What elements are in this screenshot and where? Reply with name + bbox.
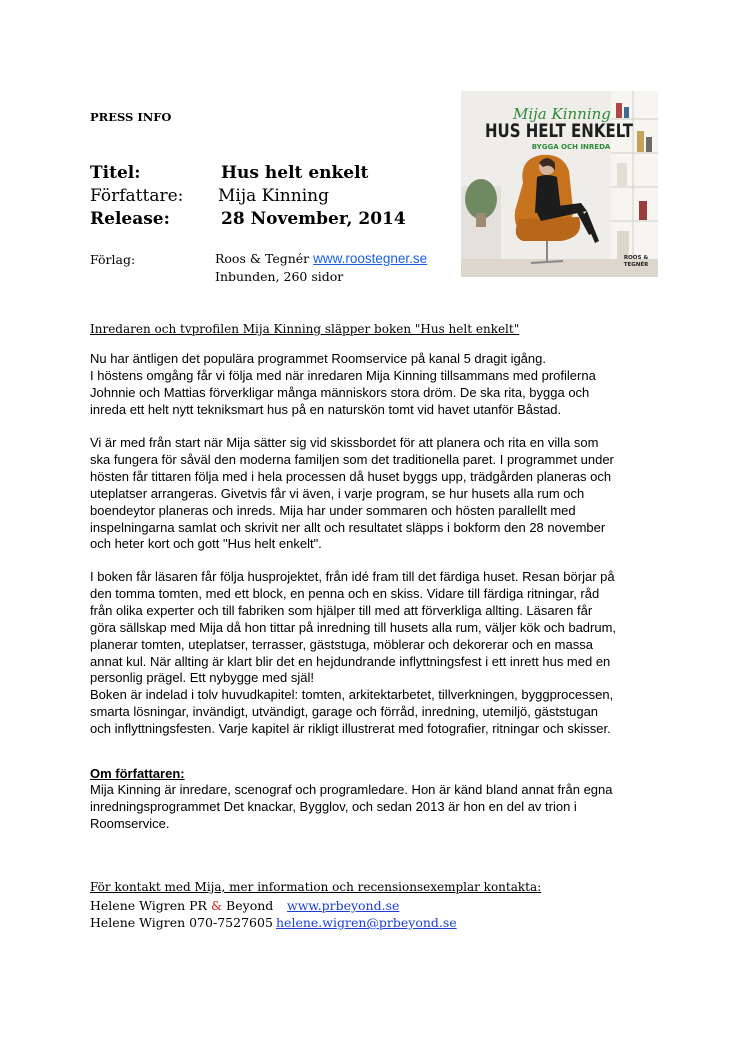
- contact-ampersand: &: [210, 898, 223, 913]
- paragraph-line: I höstens omgång får vi följa med när inredaren Mija Kinning tillsammans med profilerna: [90, 367, 596, 383]
- publisher-url-link[interactable]: www.roostegner.se: [313, 251, 428, 266]
- publisher-line: [215, 251, 427, 266]
- paragraph-line: smarta lösningar, invändigt, utvändigt, garage och förråd, inredning, utemiljö, gäststugan: [90, 704, 599, 720]
- paragraph-line: Johnnie och Mattias förverkligar många människors stora dröm. De ska rita, bygga och: [90, 384, 590, 400]
- about-line: Mija Kinning är inredare, scenograf och programledare. Hon är känd bland annat från egna: [90, 782, 613, 797]
- contact-name-phone: Helene Wigren 070-7527605: [90, 915, 273, 930]
- paragraph-line: hösten får tittaren följa med i hela processen då huset byggs upp, trädgården planeras och: [90, 468, 612, 484]
- paragraph-2: [90, 435, 670, 553]
- author-label: Författare:: [90, 186, 184, 206]
- cover-author-text: Mija Kinning: [513, 105, 611, 123]
- paragraph-3: [90, 569, 670, 738]
- title-value: Hus helt enkelt: [221, 163, 369, 183]
- press-info-label: PRESS INFO: [90, 110, 172, 124]
- contact-line-1: [90, 898, 400, 913]
- contact-email-link[interactable]: helene.wigren@prbeyond.se: [276, 915, 457, 930]
- author-value: Mija Kinning: [218, 186, 329, 206]
- paragraph-line: och heter kort och gott "Hus helt enkelt".: [90, 536, 322, 552]
- paragraph-1: [90, 351, 670, 419]
- paragraph-line: boendeytor planeras och inreds. Mija har under sommaren och hösten parallellt med: [90, 502, 576, 518]
- paragraph-line: ska fungera för såväl den moderna familjen som det traditionella paret. I programmet under: [90, 451, 614, 467]
- publisher-label: Förlag:: [90, 252, 136, 267]
- contact-company-part2: Beyond: [222, 898, 274, 913]
- book-cover-image: [461, 91, 658, 277]
- about-line: Roomservice.: [90, 815, 170, 831]
- contact-heading: För kontakt med Mija, mer information och recensionsexemplar kontakta:: [90, 880, 542, 894]
- cover-publisher-logo-1: ROOS &: [623, 255, 649, 261]
- paragraph-line: den tomma tomten, med ett block, en penna och en skiss. Vidare till färdiga ritningar, råd: [90, 585, 600, 601]
- contact-website-link[interactable]: www.prbeyond.se: [287, 898, 400, 913]
- contact-company-part1: Helene Wigren PR: [90, 898, 211, 913]
- binding-info: Inbunden, 260 sidor: [215, 269, 344, 284]
- intro-heading: Inredaren och tvprofilen Mija Kinning släpper boken "Hus helt enkelt": [90, 322, 520, 336]
- paragraph-line: annat kul. När allting är klart blir det en hejdundrande inflyttningsfest i ett inrett hus med en: [90, 653, 611, 669]
- paragraph-line: Boken är indelad i tolv huvudkapitel: tomten, arkitektarbetet, tillverkningen, byggprocessen,: [90, 687, 614, 703]
- title-label: Titel:: [90, 163, 141, 183]
- about-author-text: [90, 782, 670, 833]
- contact-line-2: [90, 915, 457, 930]
- about-author-heading: Om författaren:: [90, 766, 185, 781]
- paragraph-line: inspelningarna samlat och skrivit ner allt och resultatet släpps i bokform den 28 november: [90, 519, 606, 535]
- paragraph-line: och inflyttningsfesten. Varje kapitel är rikligt illustrerat med fotografier, ritningar och skisser.: [90, 721, 611, 737]
- cover-publisher-logo-2: TEGNÉR: [623, 262, 649, 268]
- cover-title-text: HUS HELT ENKELT: [485, 120, 634, 142]
- release-label: Release:: [90, 209, 170, 229]
- about-line: inredningsprogrammet Det knackar, Bygglov, och sedan 2013 är hon en del av trion i: [90, 798, 577, 814]
- cover-subtitle-text: BYGGA OCH INREDA: [531, 143, 611, 151]
- paragraph-line: Nu har äntligen det populära programmet Roomservice på kanal 5 dragit igång.: [90, 351, 546, 366]
- paragraph-line: från olika experter och till fabriken som hjälper till med att förverkliga allting. Läsaren får: [90, 602, 593, 618]
- paragraph-line: inreda ett helt nytt tekniksmart hus på en naturskön tomt vid havet utanför Båstad.: [90, 401, 562, 417]
- paragraph-line: Vi är med från start när Mija sätter sig vid skissbordet för att planera och rita en villa som: [90, 435, 599, 450]
- release-value: 28 November, 2014: [221, 209, 406, 229]
- paragraph-line: I boken får läsaren får följa husprojektet, från idé fram till det färdiga huset. Resan börjar på: [90, 569, 615, 584]
- paragraph-line: uteplatser arrangeras. Givetvis får vi även, i varje program, se hur husets alla rum och: [90, 485, 585, 501]
- publisher-name: Roos & Tegnér: [215, 251, 310, 266]
- paragraph-line: planerar tomten, uteplatser, terrasser, gäststuga, möblerar och dekorerar och en massa: [90, 636, 593, 652]
- paragraph-line: personlig prägel. Ett nybygge med själ!: [90, 670, 315, 686]
- paragraph-line: göra sällskap med Mija då hon tittar på inredning till husets alla rum, väljer kök och badrum,: [90, 619, 617, 635]
